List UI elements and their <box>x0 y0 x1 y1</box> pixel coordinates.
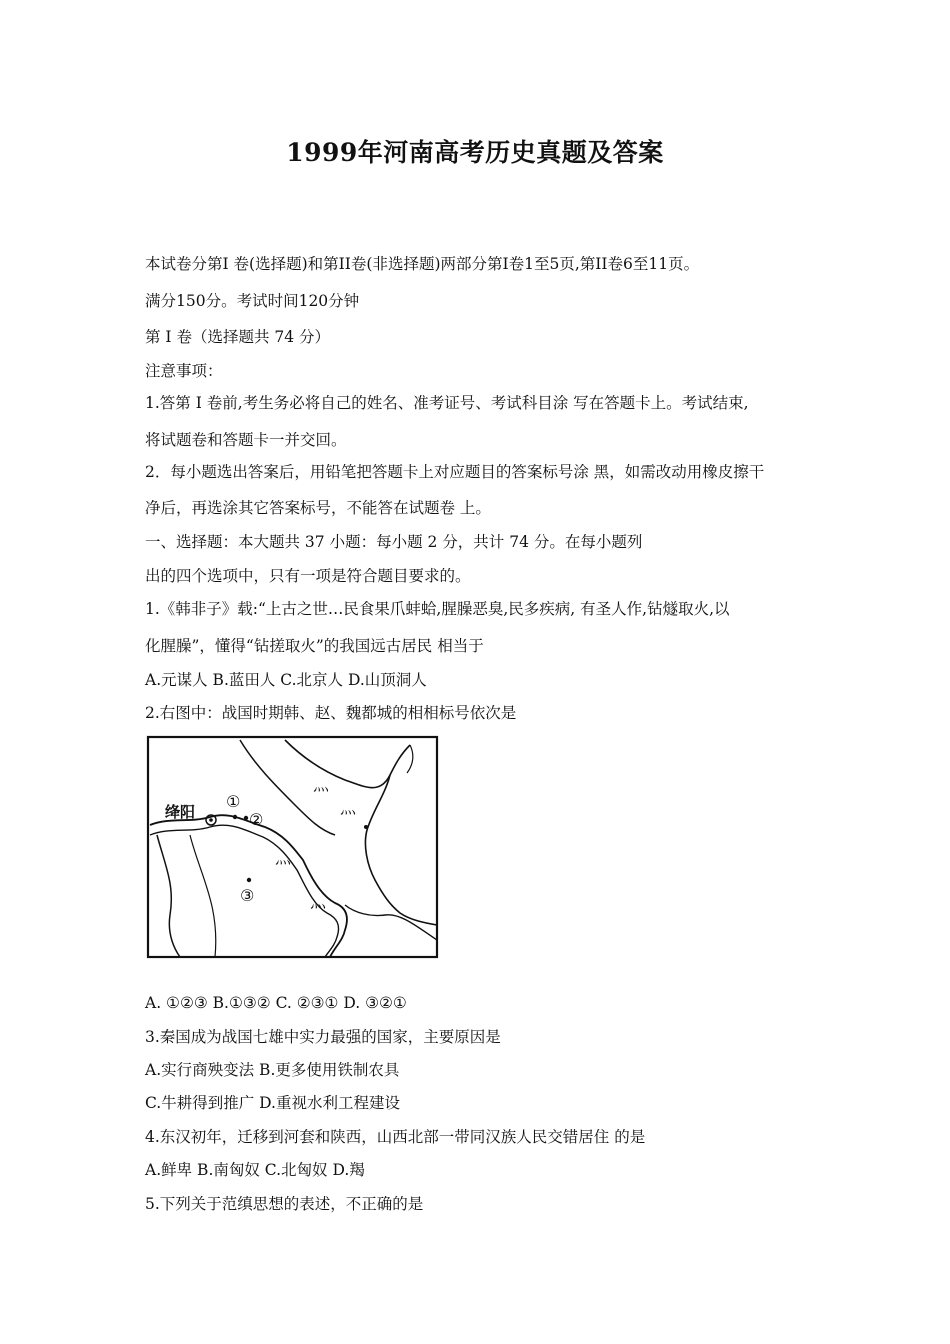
text-line: 出的四个选项中，只有一项是符合题目要求的。 <box>145 567 471 585</box>
question-1-options: A.元谋人 B.蓝田人 C.北京人 D.山顶洞人 <box>145 671 427 689</box>
marker-dot <box>233 815 237 819</box>
text-line: 净后，再选涂其它答案标号，不能答在试题卷 上。 <box>145 499 491 517</box>
question-3-options: C.牛耕得到推广 D.重视水利工程建设 <box>145 1094 400 1112</box>
text-line: 满分150分。考试时间120分钟 <box>145 292 360 310</box>
mountain-mark: ⺣ <box>275 848 292 867</box>
mountain-mark: ⺣ <box>340 798 357 817</box>
question-2-options: A. ①②③ B.①③② C. ②③① D. ③②① <box>145 994 407 1012</box>
text-line: 本试卷分第Ⅰ 卷(选择题)和第II卷(非选择题)两部分第Ⅰ卷1至5页,第II卷6至11页。 <box>145 255 700 273</box>
text-line: 将试题卷和答题卡一并交回。 <box>145 431 347 449</box>
text-line: 注意事项： <box>145 362 223 380</box>
text-line: 化腥臊”，懂得“钻搓取火”的我国远古居民 相当于 <box>145 637 484 655</box>
question-4: 4.东汉初年，迁移到河套和陕西，山西北部一带同汉族人民交错居住 的是 <box>145 1128 646 1146</box>
marker-2: ② <box>249 810 264 829</box>
text-line: 1.答第 Ⅰ 卷前,考生务必将自己的姓名、准考证号、考试科目涂 写在答题卡上。考试结束, <box>145 394 749 412</box>
question-5: 5.下列关于范缜思想的表述，不正确的是 <box>145 1195 424 1213</box>
page-title: 1999年河南高考历史真题及答案 <box>286 138 664 167</box>
question-3: 3.秦国成为战国七雄中实力最强的国家，主要原因是 <box>145 1028 501 1046</box>
marker-dot <box>244 816 248 820</box>
river-tributary <box>157 835 180 957</box>
marker-dot <box>247 878 251 882</box>
mountain-mark: ⺣ <box>310 892 327 911</box>
coast-detail <box>407 745 413 773</box>
river-northeast <box>285 740 410 788</box>
question-1: 1.《韩非子》载:“上古之世…民食果爪蚌蛤,腥臊恶臭,民多疾病, 有圣人作,钻燧取火,以 <box>145 600 730 618</box>
question-2: 2.右图中：战国时期韩、赵、魏都城的相相标号依次是 <box>145 704 517 722</box>
marker-1: ① <box>226 792 241 811</box>
text-line: 2．每小题选出答案后，用铅笔把答题卡上对应题目的答案标号涂 黑，如需改动用橡皮擦干 <box>145 463 765 481</box>
city-label: 绛阳 <box>165 803 196 821</box>
question-4-options: A.鲜卑 B.南匈奴 C.北匈奴 D.羯 <box>145 1161 365 1179</box>
mountain-mark: ⺣ <box>313 775 330 794</box>
warring-states-map <box>145 735 440 960</box>
coastline <box>365 775 437 925</box>
question-3-options: A.实行商殃变法 B.更多使用铁制农具 <box>145 1061 400 1079</box>
marker-3: ③ <box>240 886 255 905</box>
text-line: 第 Ⅰ 卷（选择题共 74 分） <box>145 328 331 346</box>
river-tributary <box>190 835 216 957</box>
marker-dot <box>364 825 368 829</box>
text-line: 一、选择题：本大题共 37 小题：每小题 2 分，共计 74 分。在每小题列 <box>145 533 643 551</box>
